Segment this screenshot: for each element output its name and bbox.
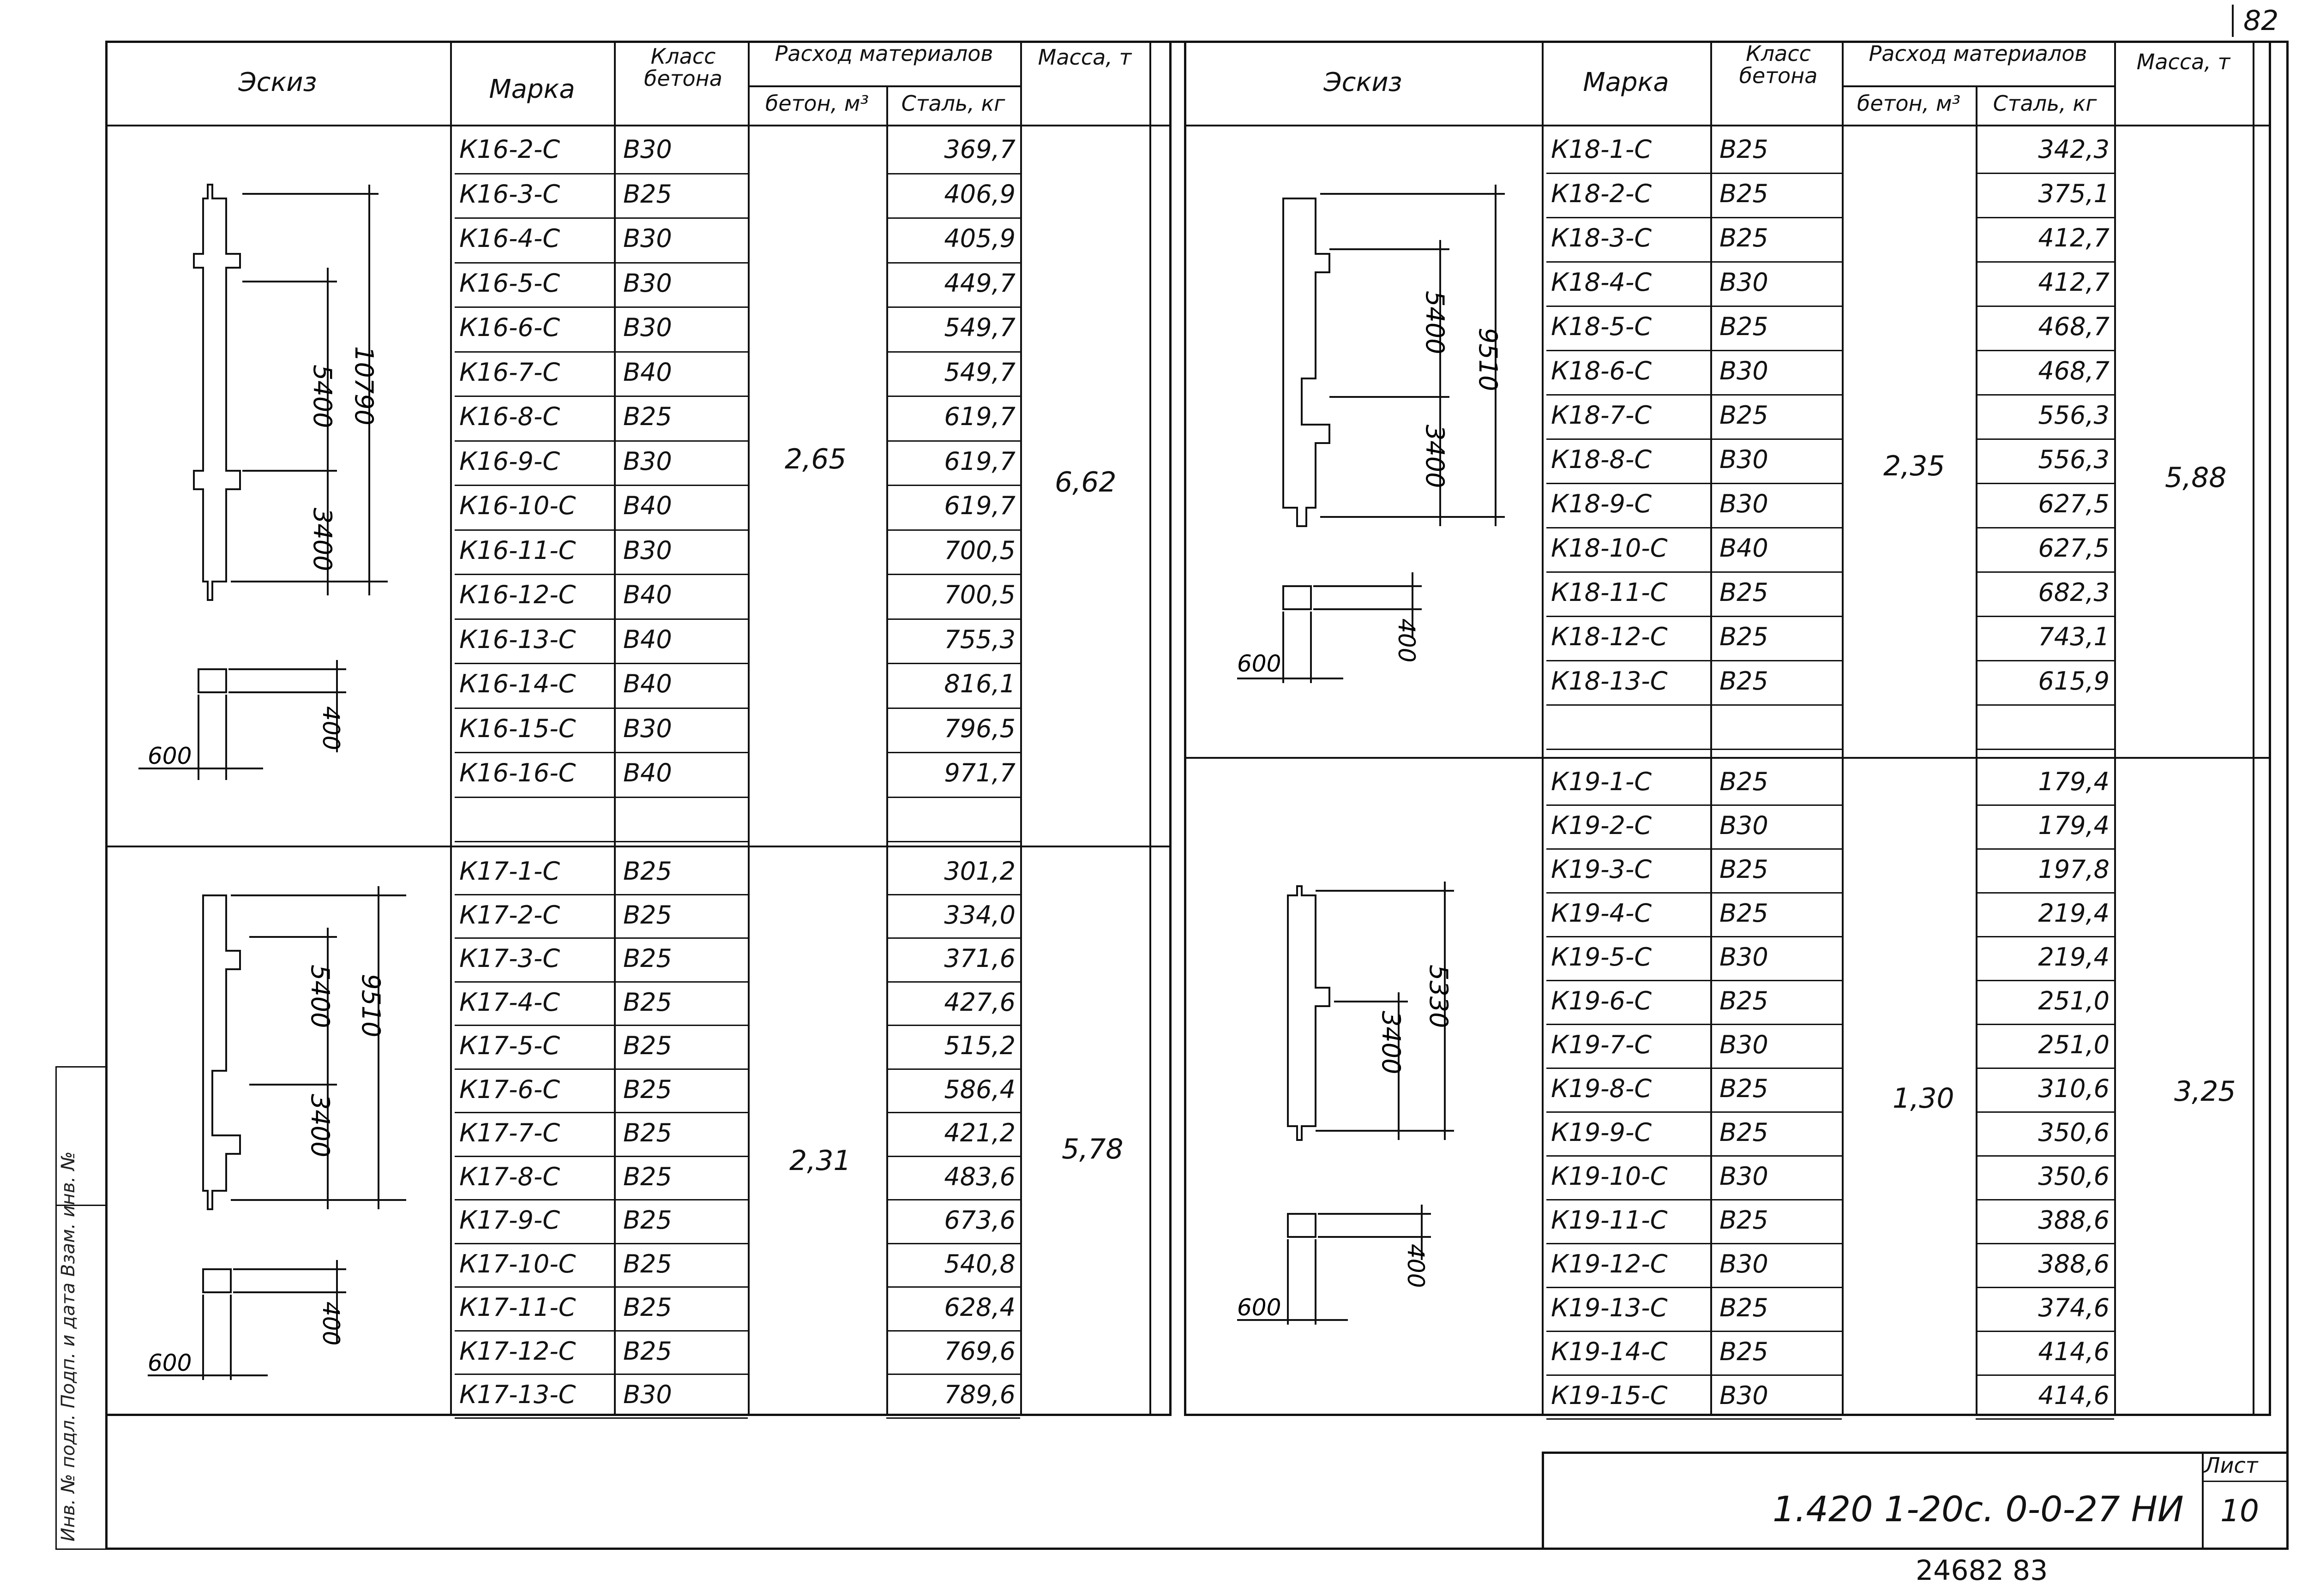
row-steel: 549,7 <box>944 357 1016 387</box>
row-steel: 700,5 <box>944 580 1016 609</box>
row-steel: 219,4 <box>2038 942 2110 972</box>
group-divider <box>105 846 1172 847</box>
k17-dim-b: 3400 <box>306 1094 335 1158</box>
row-mark: К16-6-С <box>459 313 560 342</box>
row-mark: К16-12-С <box>459 580 576 609</box>
row-mark: К18-8-С <box>1551 445 1652 474</box>
k17-dim-w: 600 <box>148 1350 192 1376</box>
row-steel: 406,9 <box>944 179 1016 209</box>
header-concrete-m3: бетон, м³ <box>1857 91 1961 116</box>
side-stamp-text: Инв. № подл. Подп. и дата Взам. инв. № <box>58 1151 79 1542</box>
row-mark: К16-15-С <box>459 714 576 743</box>
sheet-label: Лист <box>2204 1453 2258 1478</box>
row-mark: К19-5-С <box>1551 942 1652 972</box>
row-class: В30 <box>623 714 672 743</box>
group-divider <box>1184 757 2271 759</box>
k16-concrete: 2,65 <box>785 443 847 475</box>
k19-dim-h: 400 <box>1402 1244 1429 1288</box>
k17-dim-a: 5400 <box>306 965 335 1028</box>
k18-concrete: 2,35 <box>1883 450 1945 482</box>
row-mark: К18-4-С <box>1551 268 1652 297</box>
row-steel: 468,7 <box>2038 356 2110 385</box>
row-class: В25 <box>1719 899 1768 928</box>
row-steel: 673,6 <box>944 1206 1016 1235</box>
row-steel: 556,3 <box>2038 401 2110 430</box>
row-steel: 483,6 <box>944 1162 1016 1191</box>
row-mark: К16-10-С <box>459 491 576 520</box>
row-mark: К17-6-С <box>459 1074 560 1104</box>
row-steel: 549,7 <box>944 313 1016 342</box>
row-class: В30 <box>1719 356 1768 385</box>
k18-column-sketch <box>1209 175 1533 706</box>
row-class: В30 <box>623 224 672 253</box>
row-steel: 310,6 <box>2038 1074 2110 1103</box>
row-mark: К19-14-С <box>1551 1337 1668 1366</box>
header-mark: Марка <box>1583 67 1669 97</box>
row-mark: К16-4-С <box>459 224 560 253</box>
header-mass: Масса, т <box>1038 45 1132 70</box>
row-steel: 388,6 <box>2038 1249 2110 1278</box>
row-mark: К17-7-С <box>459 1118 560 1147</box>
row-class: В40 <box>623 669 672 698</box>
row-class: В30 <box>623 268 672 298</box>
k19-dim-b: 3400 <box>1376 1011 1406 1074</box>
row-steel: 371,6 <box>944 944 1016 973</box>
row-class: В30 <box>623 313 672 342</box>
row-steel: 816,1 <box>944 669 1016 698</box>
row-class: В25 <box>1719 312 1768 341</box>
row-steel: 468,7 <box>2038 312 2110 341</box>
row-class: В25 <box>623 1031 672 1060</box>
row-steel: 375,1 <box>2038 179 2110 208</box>
k16-dim-b: 3400 <box>308 508 337 571</box>
k19-concrete: 1,30 <box>1893 1082 1954 1115</box>
row-steel: 179,4 <box>2038 811 2110 840</box>
row-mark: К19-7-С <box>1551 1030 1652 1059</box>
row-mark: К17-13-С <box>459 1380 576 1409</box>
row-steel: 414,6 <box>2038 1381 2110 1410</box>
k19-dim-w: 600 <box>1237 1294 1281 1321</box>
row-mark: К16-16-С <box>459 758 576 787</box>
row-class: В40 <box>623 491 672 520</box>
k17-mass: 5,78 <box>1062 1133 1124 1165</box>
row-class: В30 <box>1719 1030 1768 1059</box>
row-steel: 515,2 <box>944 1031 1016 1060</box>
k16-column-sketch <box>120 166 443 803</box>
row-class: В25 <box>623 1118 672 1147</box>
k18-dim-w: 600 <box>1237 650 1281 677</box>
sheet-number: 10 <box>2220 1493 2259 1529</box>
row-class: В25 <box>1719 401 1768 430</box>
row-steel: 540,8 <box>944 1249 1016 1278</box>
row-class: В40 <box>623 580 672 609</box>
row-class: В25 <box>623 1293 672 1322</box>
row-mark: К19-15-С <box>1551 1381 1668 1410</box>
row-mark: К18-6-С <box>1551 356 1652 385</box>
row-steel: 619,7 <box>944 491 1016 520</box>
row-mark: К17-5-С <box>459 1031 560 1060</box>
header-steel-kg: Сталь, кг <box>901 91 1005 116</box>
row-class: В25 <box>623 1162 672 1191</box>
row-class: В25 <box>623 857 672 886</box>
row-mark: К17-2-С <box>459 900 560 930</box>
row-mark: К17-1-С <box>459 857 560 886</box>
row-class: В25 <box>1719 1293 1768 1322</box>
row-class: В25 <box>1719 1206 1768 1235</box>
sheet-corner-number: 82 <box>2243 5 2279 37</box>
row-class: В25 <box>623 1074 672 1104</box>
row-steel: 971,7 <box>944 758 1016 787</box>
row-class: В25 <box>1719 666 1768 696</box>
row-mark: К18-10-С <box>1551 534 1668 563</box>
row-steel: 427,6 <box>944 987 1016 1017</box>
row-steel: 414,6 <box>2038 1337 2110 1366</box>
row-mark: К18-11-С <box>1551 578 1668 607</box>
header-sketch: Эскиз <box>1323 67 1402 97</box>
row-class: В30 <box>623 1380 672 1409</box>
row-steel: 421,2 <box>944 1118 1016 1147</box>
row-class: В25 <box>1719 135 1768 164</box>
row-steel: 627,5 <box>2038 489 2110 518</box>
row-class: В25 <box>1719 223 1768 252</box>
row-steel: 449,7 <box>944 268 1016 298</box>
row-steel: 755,3 <box>944 624 1016 654</box>
row-steel: 350,6 <box>2038 1118 2110 1147</box>
row-mark: К16-13-С <box>459 624 576 654</box>
row-mark: К17-11-С <box>459 1293 576 1322</box>
k18-dim-total: 9510 <box>1473 328 1503 391</box>
row-class: В40 <box>1719 534 1768 563</box>
row-mark: К19-2-С <box>1551 811 1652 840</box>
row-steel: 412,7 <box>2038 223 2110 252</box>
row-steel: 796,5 <box>944 714 1016 743</box>
header-sketch: Эскиз <box>238 67 317 97</box>
k17-column-sketch <box>120 877 443 1394</box>
row-steel: 342,3 <box>2038 135 2110 164</box>
row-mark: К18-5-С <box>1551 312 1652 341</box>
archive-stamp: 24682 83 <box>1916 1554 2048 1587</box>
header-consumption: Расход материалов <box>1869 41 2087 66</box>
k16-dim-w: 600 <box>148 743 192 769</box>
row-mark: К17-9-С <box>459 1206 560 1235</box>
header-mark: Марка <box>489 74 575 104</box>
row-mark: К18-1-С <box>1551 135 1652 164</box>
row-steel: 197,8 <box>2038 855 2110 884</box>
row-class: В25 <box>1719 622 1768 651</box>
row-class: В25 <box>1719 1337 1768 1366</box>
row-mark: К18-7-С <box>1551 401 1652 430</box>
row-mark: К19-6-С <box>1551 986 1652 1015</box>
row-class: В25 <box>623 1249 672 1278</box>
row-class: В25 <box>1719 855 1768 884</box>
row-steel: 615,9 <box>2038 666 2110 696</box>
k16-dim-h: 400 <box>318 706 344 750</box>
row-class: В30 <box>623 535 672 565</box>
row-mark: К19-12-С <box>1551 1249 1668 1278</box>
k16-mass: 6,62 <box>1055 466 1117 498</box>
row-steel: 350,6 <box>2038 1162 2110 1191</box>
row-steel: 301,2 <box>944 857 1016 886</box>
row-mark: К16-2-С <box>459 135 560 164</box>
row-class: В40 <box>623 624 672 654</box>
k18-dim-b: 3400 <box>1420 425 1449 488</box>
row-steel: 369,7 <box>944 135 1016 164</box>
row-steel: 743,1 <box>2038 622 2110 651</box>
k17-dim-h: 400 <box>318 1302 344 1346</box>
k19-column-sketch <box>1209 868 1533 1366</box>
row-class: В25 <box>623 1336 672 1366</box>
row-steel: 179,4 <box>2038 767 2110 796</box>
row-class: В25 <box>1719 179 1768 208</box>
document-code: 1.420 1-20с. 0-0-27 НИ <box>1773 1488 2184 1530</box>
row-class: В30 <box>623 135 672 164</box>
row-steel: 619,7 <box>944 446 1016 476</box>
row-steel: 374,6 <box>2038 1293 2110 1322</box>
header-concrete-class: Класс бетона <box>1739 41 1818 89</box>
row-class: В25 <box>1719 578 1768 607</box>
row-mark: К18-3-С <box>1551 223 1652 252</box>
row-class: В25 <box>623 944 672 973</box>
row-steel: 219,4 <box>2038 899 2110 928</box>
row-mark: К19-8-С <box>1551 1074 1652 1103</box>
row-mark: К17-10-С <box>459 1249 576 1278</box>
row-steel: 628,4 <box>944 1293 1016 1322</box>
k16-dim-total: 10790 <box>349 346 379 426</box>
row-class: В40 <box>623 357 672 387</box>
row-mark: К16-14-С <box>459 669 576 698</box>
row-class: В25 <box>623 402 672 431</box>
row-class: В30 <box>1719 942 1768 972</box>
row-steel: 251,0 <box>2038 986 2110 1015</box>
corner-tick <box>2232 5 2234 37</box>
row-class: В25 <box>623 987 672 1017</box>
row-mark: К16-3-С <box>459 179 560 209</box>
row-mark: К16-8-С <box>459 402 560 431</box>
row-steel: 789,6 <box>944 1380 1016 1409</box>
row-steel: 556,3 <box>2038 445 2110 474</box>
row-mark: К17-3-С <box>459 944 560 973</box>
header-mass: Масса, т <box>2136 49 2230 74</box>
row-mark: К18-13-С <box>1551 666 1668 696</box>
row-steel: 334,0 <box>944 900 1016 930</box>
row-class: В30 <box>1719 268 1768 297</box>
k19-dim-a: 5330 <box>1424 965 1453 1028</box>
row-class: В25 <box>1719 767 1768 796</box>
row-mark: К19-4-С <box>1551 899 1652 928</box>
k18-mass: 5,88 <box>2165 462 2227 494</box>
row-class: В30 <box>1719 1162 1768 1191</box>
row-class: В30 <box>623 446 672 476</box>
row-steel: 769,6 <box>944 1336 1016 1366</box>
header-steel-kg: Сталь, кг <box>1993 91 2097 116</box>
row-class: В30 <box>1719 1249 1768 1278</box>
row-mark: К17-8-С <box>459 1162 560 1191</box>
row-steel: 627,5 <box>2038 534 2110 563</box>
k19-mass: 3,25 <box>2174 1075 2236 1108</box>
row-class: В30 <box>1719 1381 1768 1410</box>
row-mark: К16-11-С <box>459 535 576 565</box>
row-mark: К16-9-С <box>459 446 560 476</box>
k17-concrete: 2,31 <box>789 1145 851 1177</box>
row-class: В30 <box>1719 811 1768 840</box>
row-class: В30 <box>1719 445 1768 474</box>
row-mark: К19-9-С <box>1551 1118 1652 1147</box>
row-steel: 405,9 <box>944 224 1016 253</box>
row-mark: К17-12-С <box>459 1336 576 1366</box>
row-mark: К19-10-С <box>1551 1162 1668 1191</box>
row-steel: 682,3 <box>2038 578 2110 607</box>
row-mark: К17-4-С <box>459 987 560 1017</box>
row-mark: К16-7-С <box>459 357 560 387</box>
k18-dim-a: 5400 <box>1420 291 1449 354</box>
row-class: В25 <box>1719 1118 1768 1147</box>
row-class: В25 <box>1719 1074 1768 1103</box>
row-mark: К19-11-С <box>1551 1206 1668 1235</box>
row-class: В40 <box>623 758 672 787</box>
header-concrete-m3: бетон, м³ <box>765 91 869 116</box>
row-steel: 388,6 <box>2038 1206 2110 1235</box>
row-steel: 586,4 <box>944 1074 1016 1104</box>
header-consumption: Расход материалов <box>775 41 993 66</box>
header-concrete-class: Класс бетона <box>644 44 722 91</box>
row-mark: К18-12-С <box>1551 622 1668 651</box>
k16-dim-a: 5400 <box>308 365 337 428</box>
row-mark: К18-2-С <box>1551 179 1652 208</box>
row-mark: К16-5-С <box>459 268 560 298</box>
row-mark: К19-1-С <box>1551 767 1652 796</box>
row-class: В25 <box>623 179 672 209</box>
k17-dim-total: 9510 <box>356 974 385 1038</box>
row-mark: К19-13-С <box>1551 1293 1668 1322</box>
row-steel: 619,7 <box>944 402 1016 431</box>
row-class: В25 <box>1719 986 1768 1015</box>
row-steel: 700,5 <box>944 535 1016 565</box>
row-class: В30 <box>1719 489 1768 518</box>
k18-dim-h: 400 <box>1393 618 1420 663</box>
row-mark: К18-9-С <box>1551 489 1652 518</box>
row-class: В25 <box>623 900 672 930</box>
row-steel: 412,7 <box>2038 268 2110 297</box>
row-steel: 251,0 <box>2038 1030 2110 1059</box>
row-mark: К19-3-С <box>1551 855 1652 884</box>
row-class: В25 <box>623 1206 672 1235</box>
